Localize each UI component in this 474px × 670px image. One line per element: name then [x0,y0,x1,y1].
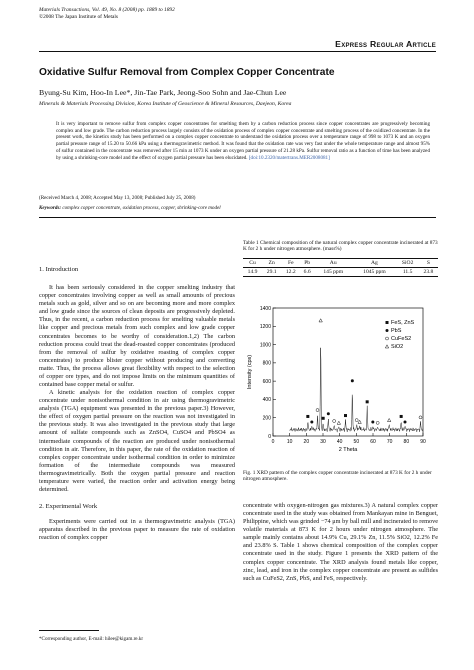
peak-marker [419,416,422,419]
peak-marker [327,412,330,415]
peak-marker [366,400,369,403]
y-axis-label: Intensity (cps) [247,354,253,390]
y-tick-label: 200 [262,415,271,422]
table-row [243,268,438,277]
legend-marker [386,321,389,324]
abstract [56,121,430,161]
table-cell: 145 ppm [323,269,344,275]
x-tick-label: 40 [336,439,343,445]
keywords [39,205,221,211]
y-tick-label: 1400 [259,305,271,312]
journal-citation: Materials Transactions, Vol. 49, No. 8 (2008) pp. 1889 to 1892 [39,7,175,13]
peak-marker [306,415,309,418]
table-cell: 1045 ppm [363,269,386,275]
legend-marker [386,337,389,340]
xrd-pattern-chart [243,300,438,466]
x-tick-label: 30 [320,439,326,445]
legend-label: SiO2 [391,344,404,350]
peak-marker [376,421,379,424]
y-tick-label: 1000 [259,342,271,349]
table-caption: Table 1 Chemical composition of the natural complex copper concentrate incinerated at 873 K for 2 h under nitrogen atmosphere. (mass%) [243,240,438,253]
legend-marker [385,345,388,348]
peak-marker [351,379,354,382]
peak-marker [333,420,336,423]
x-tick-label: 80 [403,439,410,445]
x-tick-label: 0 [271,439,275,445]
y-tick-label: 400 [262,397,271,404]
y-tick-label: 800 [262,360,271,367]
x-tick-label: 10 [286,439,293,445]
table-header-cell: Pb [304,260,311,266]
footnote: *Corresponding author, E-mail: hilee@kigam.re.kr [39,636,144,642]
abstract-rule [39,217,436,218]
table-header-cell: Zn [268,260,275,266]
table-header-cell: SiO2 [401,260,414,266]
legend-label: CuFeS2 [391,336,412,342]
table-cell: 29.1 [266,269,277,275]
peak-marker [400,415,403,418]
intro-heading: 1. Introduction [39,266,79,273]
legend-label: PbS [391,328,402,334]
peak-marker [322,417,325,420]
figure-caption: Fig. 1 XRD pattern of the complex copper concentrate incinerated at 873 K for 2 h under nitrogen atmosphere. [243,470,432,483]
table-header-cell: Cu [249,260,256,266]
table-cell: 14.9 [247,269,258,275]
right-column-text [243,502,438,583]
keywords-text: complex copper concentrate, oxidation process, copper, shrinking-core model [62,205,221,211]
peak-marker [371,420,374,423]
peak-marker [358,420,361,423]
left-column [39,266,235,542]
peak-marker [344,414,347,417]
doi-link[interactable]: [doi:10.2320/matertrans.MER2008081] [248,154,330,161]
experimental-heading: 2. Experimental Work [39,503,98,511]
journal-header [39,7,175,20]
header-rule [39,51,436,52]
footnote-rule [39,630,99,631]
peak-marker [337,421,340,424]
table-cell: 12.2 [285,269,296,275]
composition-table [243,258,438,277]
keywords-label: Keywords: [39,205,62,211]
peak-marker [404,420,407,423]
y-tick-label: 1200 [259,324,271,331]
abstract-text: It is very important to remove sulfur from complex copper concentrates for smelting them by a carbon reduction process since copper concentrates are progressively becoming complex and low grade. The carbon reduction process largely consists of the oxidation process of complex copper concentrate and smelting process of the oxidized concentrate. In the present work, the kinetics study has been performed on a complex copper concentrate to understand the oxidation process over a temperature range of 998 to 1073 K and an oxygen partial pressure range of 15.20 to 50.66 kPa using a thermogravimetric method. It was found that the oxidation rate was very fast under the whole temperature range and almost 95% of sulfur contained in the concentrate was removed after 15 min at 1073 K under an oxygen partial pressure of 21.28 kPa. Sulfur removal ratio as a function of time has been analyzed by using a shrinking-core model and the effect of oxygen partial pressure has been elucidated. [56,121,430,161]
table-header-row [243,259,438,268]
x-tick-label: 90 [420,439,426,445]
table-header-cell: S [426,260,430,266]
x-tick-label: 60 [370,439,376,445]
copyright-line: ©2008 The Japan Institute of Metals [39,13,119,20]
table-header-cell: Fe [287,260,294,266]
peak-marker [319,319,322,322]
affiliation: Minerals & Materials Processing Division, Korea Institute of Geoscience & Mineral Resources, Daejeon, Korea [39,101,292,107]
paper-title: Oxidative Sulfur Removal from Complex Copper Concentrate [39,67,335,78]
legend-label: FeS, ZnS [391,320,415,326]
peak-marker [316,409,319,412]
article-type-badge: Express Regular Article [335,39,436,49]
table-header-cell: Au [329,260,337,266]
legend-marker [386,329,389,332]
experimental-paragraph-2: concentrate with oxygen-nitrogen gas mixtures.3) A natural complex copper concentrate used in the study was obtained from Mankayan mine in Benguet, Philippine, which was grinded −74 μm by ball mill and incinerated to remove volatile materials at 873 K for 2 hours under nitrogen atmosphere. The sample mainly contains about 14.9% Cu, 29.1% Zn, 11.5% SiO2, 12.2% Fe and 23.8% S. Table 1 shows chemical composition of the complex copper concentrate used in the study. Figure 1 presents the XRD pattern of the complex copper concentrate. The XRD analysis found metals like copper, zinc, lead, and iron in the complex copper concentrate are present as sulfides such as CuFeS2, ZnS, PbS, and FeS, respectively. [243,502,438,582]
x-tick-label: 70 [386,439,393,445]
author-list: Byung-Su Kim, Hoo-In Lee*, Jin-Tae Park, Jeong-Soo Sohn and Jae-Chun Lee [39,88,287,97]
y-tick-label: 600 [262,378,271,385]
peak-marker [355,419,358,422]
x-axis-label: 2 Theta [338,447,358,453]
x-tick-label: 50 [353,439,360,445]
x-tick-label: 20 [303,439,310,445]
table-cell: 23.8 [423,269,434,275]
received-dates: (Received March 4, 2008; Accepted May 13, 2008; Published July 25, 2008) [39,195,196,201]
y-tick-label: 0 [268,433,271,440]
peak-marker [387,418,390,421]
peak-marker [310,420,313,423]
intro-paragraph-2: A kinetic analysis for the oxidation reaction of complex copper concentrate under nonisothermal condition in air using thermogravimetric analysis (TGA) equipment was presented in the previous paper.3) However, the effect of oxygen partial pressure on the reaction was not investigated in the previous study. It was also investigated in the previous study that large amount of sulfate compounds such as ZnSO4, CuSO4 and PbSO4 as intermediate compounds of the reaction are produced under nonisothermal condition in air. Therefore, in this paper, the rate of the oxidation reaction of complex copper concentrate under isothermal condition in order to minimize formation of the intermediate compounds was measured thermogravimetrically. Both the oxygen partial pressure and reaction temperature were varied, the reaction order and activation energy being determined. [39,389,235,494]
table-header-cell: Ag [371,260,378,266]
intro-paragraph-1: It has been seriously considered in the copper smelting industry that copper concentrates involving copper as well as small amounts of precious metals such as gold, silver and so on are becoming more and more complex and low grade since the sources of clean deposits are progressively depleted. Thus, in the recent, a carbon reduction process for smelting valuable metals like copper and precious metals from such complex and low grade copper concentrates becomes to be worthy of consideration.1,2) The carbon reduction process could treat the dead-roasted copper concentrates (produced from the removal of sulfur by oxidative roasting of complex copper concentrates) to produce blister copper without producing and converting matte. Thus, the process allows great flexibility with respect to the selection of copper ore types, and do not impose limits on the minimum quantities of contained base copper metal or sulfur. [39,284,235,389]
table-cell: 6.6 [303,269,311,275]
table-cell: 11.5 [402,269,413,275]
experimental-paragraph-1: Experiments were carried out in a thermogravimetric analysis (TGA) apparatus described in the previous paper to measure the rate of oxidation reaction of complex copper [39,518,235,542]
